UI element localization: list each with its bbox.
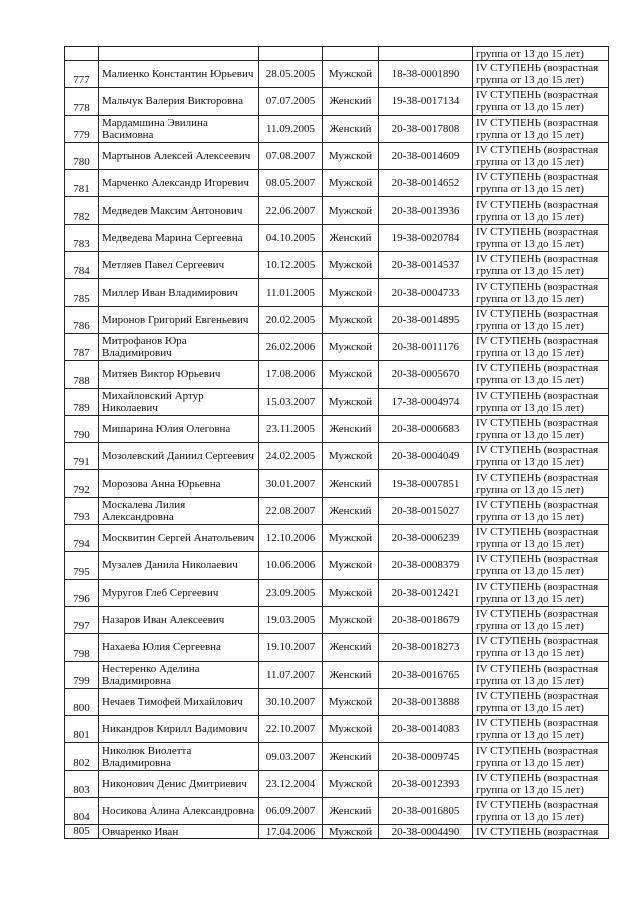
stage-line-2: группа от 13 до 15 лет)	[476, 565, 584, 578]
row-number: 779	[65, 115, 99, 142]
row-number: 782	[65, 197, 99, 224]
stage-line-2: группа от 13 до 15 лет)	[476, 510, 584, 523]
table-row	[65, 170, 609, 197]
uin-id: 20-38-0014652	[379, 170, 473, 197]
row-number: 780	[65, 142, 99, 169]
stage	[473, 142, 609, 169]
birth-date: 07.07.2005	[259, 88, 323, 115]
full-name: Медведев Максим Антонович	[99, 197, 259, 224]
table-row	[65, 525, 609, 552]
full-name: Нахаева Юлия Сергеевна	[99, 634, 259, 661]
table-row	[65, 688, 609, 715]
gender: Женский	[323, 88, 379, 115]
table-row	[65, 798, 609, 825]
birth-date: 04.10.2005	[259, 224, 323, 251]
uin-id: 20-38-0016765	[379, 661, 473, 688]
uin-id: 20-38-0004490	[379, 825, 473, 839]
gender: Мужской	[323, 279, 379, 306]
table-row	[65, 88, 609, 115]
birth-date: 19.10.2007	[259, 634, 323, 661]
row-number: 801	[65, 716, 99, 743]
stage	[473, 798, 609, 825]
uin-id: 20-38-0004049	[379, 443, 473, 470]
uin-id: 19-38-0017134	[379, 88, 473, 115]
row-number: 788	[65, 361, 99, 388]
uin-id: 20-38-0013888	[379, 688, 473, 715]
stage-line-1: IV СТУПЕНЬ (возрастная	[476, 635, 599, 648]
full-name: Назаров Иван Алексеевич	[99, 606, 259, 633]
stage-line-1: IV СТУПЕНЬ (возрастная	[476, 225, 599, 238]
full-name: Митрофанов Юра Владимирович	[99, 333, 259, 360]
full-name: Михайловский Артур Николаевич	[99, 388, 259, 415]
stage-line-2: группа от 13 до 15 лет)	[476, 101, 584, 114]
stage-line-1: IV СТУПЕНЬ (возрастная	[476, 662, 599, 675]
gender: Мужской	[323, 252, 379, 279]
full-name: Носикова Алина Александровна	[99, 798, 259, 825]
gender: Мужской	[323, 142, 379, 169]
row-number: 789	[65, 388, 99, 415]
row-number: 793	[65, 497, 99, 524]
stage	[473, 224, 609, 251]
table-row	[65, 497, 609, 524]
row-number: 802	[65, 743, 99, 770]
uin-id: 20-38-0018679	[379, 606, 473, 633]
row-number: 805	[65, 825, 99, 839]
stage-line-1: IV СТУПЕНЬ (возрастная	[476, 608, 599, 621]
gender: Женский	[323, 497, 379, 524]
uin-id: 20-38-0012393	[379, 770, 473, 797]
stage-line-2: группа от 13 до 15 лет)	[476, 538, 584, 551]
stage-line-2: группа от 13 до 15 лет)	[476, 811, 584, 824]
table-row	[65, 61, 609, 88]
row-number: 804	[65, 798, 99, 825]
table-row	[65, 443, 609, 470]
uin-id: 20-38-0012421	[379, 579, 473, 606]
birth-date: 17.04.2006	[259, 825, 323, 839]
stage-line-1: IV СТУПЕНЬ (возрастная	[476, 417, 599, 429]
table-row	[65, 361, 609, 388]
stage-line-2: группа от 13 до 15 лет)	[476, 292, 584, 305]
row-number: 781	[65, 170, 99, 197]
gender: Женский	[323, 415, 379, 442]
birth-date: 24.02.2005	[259, 443, 323, 470]
birth-date: 30.01.2007	[259, 470, 323, 497]
roster-body	[65, 47, 609, 839]
stage-line-2: группа от 13 до 15 лет)	[476, 237, 584, 250]
stage	[473, 552, 609, 579]
stage-line-1: IV СТУПЕНЬ (возрастная	[476, 471, 599, 484]
row-number: 796	[65, 579, 99, 606]
table-row	[65, 142, 609, 169]
stage-line-2: группа от 13 до 15 лет)	[476, 429, 584, 441]
full-name	[99, 47, 259, 61]
full-name: Мардамшина Эвилина Васимовна	[99, 115, 259, 142]
full-name: Малиенко Константин Юрьевич	[99, 61, 259, 88]
table-row	[65, 306, 609, 333]
birth-date: 09.03.2007	[259, 743, 323, 770]
stage-line-1: IV СТУПЕНЬ (возрастная	[476, 744, 599, 757]
birth-date: 28.05.2005	[259, 61, 323, 88]
gender: Женский	[323, 224, 379, 251]
full-name: Москвитин Сергей Анатольевич	[99, 525, 259, 552]
table-row	[65, 252, 609, 279]
birth-date: 07.08.2007	[259, 142, 323, 169]
birth-date: 11.01.2005	[259, 279, 323, 306]
stage	[473, 661, 609, 688]
birth-date: 19.03.2005	[259, 606, 323, 633]
stage-line-1: IV СТУПЕНЬ (возрастная	[476, 62, 599, 75]
full-name: Москалева Лилия Александровна	[99, 497, 259, 524]
row-number: 790	[65, 415, 99, 442]
birth-date: 26.02.2006	[259, 333, 323, 360]
birth-date: 23.09.2005	[259, 579, 323, 606]
table-row	[65, 197, 609, 224]
stage	[473, 88, 609, 115]
stage-line-2: группа от 13 до 15 лет)	[476, 729, 584, 742]
row-number: 797	[65, 606, 99, 633]
gender: Мужской	[323, 61, 379, 88]
full-name: Нестеренко Аделина Владимировна	[99, 661, 259, 688]
table-row	[65, 224, 609, 251]
stage-line-1: IV СТУПЕНЬ (возрастная	[476, 771, 599, 784]
stage-line-1: IV СТУПЕНЬ (возрастная	[476, 580, 599, 593]
gender: Мужской	[323, 388, 379, 415]
full-name: Николюк Виолетта Владимировна	[99, 743, 259, 770]
gender: Мужской	[323, 197, 379, 224]
stage-line-1: IV СТУПЕНЬ (возрастная	[476, 717, 599, 730]
stage-line-2: группа от 13 до 15 лет)	[476, 620, 584, 633]
stage-line-2: группа от 13 до 15 лет)	[476, 674, 584, 687]
full-name: Мартынов Алексей Алексеевич	[99, 142, 259, 169]
gender: Мужской	[323, 688, 379, 715]
row-number: 795	[65, 552, 99, 579]
gender: Женский	[323, 661, 379, 688]
full-name: Мозолевский Даниил Сергеевич	[99, 443, 259, 470]
stage-line-1: IV СТУПЕНЬ (возрастная	[476, 144, 599, 157]
table-row	[65, 579, 609, 606]
birth-date: 15.03.2007	[259, 388, 323, 415]
table-row	[65, 552, 609, 579]
stage-line-1: IV СТУПЕНЬ (возрастная	[476, 825, 599, 838]
stage	[473, 388, 609, 415]
stage	[473, 306, 609, 333]
table-row	[65, 661, 609, 688]
stage-line-1: IV СТУПЕНЬ (возрастная	[476, 116, 599, 129]
uin-id: 19-38-0020784	[379, 224, 473, 251]
uin-id: 20-38-0009745	[379, 743, 473, 770]
uin-id: 20-38-0013936	[379, 197, 473, 224]
stage-line-2: группа от 13 до 15 лет)	[476, 128, 584, 141]
gender: Мужской	[323, 770, 379, 797]
stage-line-1: IV СТУПЕНЬ (возрастная	[476, 362, 599, 375]
stage	[473, 252, 609, 279]
full-name: Нечаев Тимофей Михайлович	[99, 688, 259, 715]
stage	[473, 770, 609, 797]
stage	[473, 634, 609, 661]
table-row	[65, 825, 609, 839]
gender: Мужской	[323, 443, 379, 470]
row-number: 791	[65, 443, 99, 470]
stage-line-1: IV СТУПЕНЬ (возрастная	[476, 526, 599, 539]
table-row	[65, 388, 609, 415]
row-number: 794	[65, 525, 99, 552]
stage	[473, 606, 609, 633]
stage	[473, 470, 609, 497]
uin-id: 20-38-0018273	[379, 634, 473, 661]
row-number: 785	[65, 279, 99, 306]
birth-date: 23.11.2005	[259, 415, 323, 442]
gender: Мужской	[323, 170, 379, 197]
full-name: Миллер Иван Владимирович	[99, 279, 259, 306]
stage	[473, 415, 609, 442]
birth-date: 06.09.2007	[259, 798, 323, 825]
birth-date: 20.02.2005	[259, 306, 323, 333]
gender: Мужской	[323, 579, 379, 606]
roster-table	[64, 46, 609, 839]
table-row	[65, 47, 609, 61]
full-name: Никонович Денис Дмитриевич	[99, 770, 259, 797]
table-row	[65, 770, 609, 797]
full-name: Овчаренко Иван	[99, 825, 259, 839]
gender: Мужской	[323, 552, 379, 579]
birth-date: 22.08.2007	[259, 497, 323, 524]
gender	[323, 47, 379, 61]
full-name: Миронов Григорий Евгеньевич	[99, 306, 259, 333]
gender: Женский	[323, 115, 379, 142]
stage	[473, 688, 609, 715]
birth-date: 10.12.2005	[259, 252, 323, 279]
stage-line-2: группа от 13 до 15 лет)	[476, 319, 584, 332]
stage	[473, 579, 609, 606]
stage-line-2: группа от 13 до 15 лет)	[476, 156, 584, 169]
birth-date: 10.06.2006	[259, 552, 323, 579]
gender: Мужской	[323, 361, 379, 388]
stage-line-1: IV СТУПЕНЬ (возрастная	[476, 444, 599, 457]
table-row	[65, 716, 609, 743]
stage-line-1: IV СТУПЕНЬ (возрастная	[476, 335, 599, 348]
full-name: Муругов Глеб Сергеевич	[99, 579, 259, 606]
row-number: 783	[65, 224, 99, 251]
uin-id: 20-38-0004733	[379, 279, 473, 306]
stage-line-1: IV СТУПЕНЬ (возрастная	[476, 198, 599, 211]
stage-line-2: группа от 13 до 15 лет)	[476, 783, 584, 796]
birth-date: 22.10.2007	[259, 716, 323, 743]
stage-line-2: группа от 13 до 15 лет)	[476, 183, 584, 196]
full-name: Метляев Павел Сергеевич	[99, 252, 259, 279]
stage-line-2: группа от 13 до 15 лет)	[476, 347, 584, 360]
uin-id: 20-38-0008379	[379, 552, 473, 579]
uin-id	[379, 47, 473, 61]
table-row	[65, 415, 609, 442]
full-name: Мишарина Юлия Олеговна	[99, 415, 259, 442]
stage-line-1: IV СТУПЕНЬ (возрастная	[476, 171, 599, 184]
birth-date: 08.05.2007	[259, 170, 323, 197]
row-number: 784	[65, 252, 99, 279]
birth-date	[259, 47, 323, 61]
full-name: Никандров Кирилл Вадимович	[99, 716, 259, 743]
row-number: 800	[65, 688, 99, 715]
uin-id: 17-38-0004974	[379, 388, 473, 415]
gender: Мужской	[323, 825, 379, 839]
table-row	[65, 606, 609, 633]
stage-line-2: группа от 13 до 15 лет)	[476, 592, 584, 605]
table-row	[65, 279, 609, 306]
stage	[473, 61, 609, 88]
stage-line-2: группа от 13 до 15 лет)	[476, 210, 584, 223]
birth-date: 17.08.2006	[259, 361, 323, 388]
uin-id: 20-38-0017808	[379, 115, 473, 142]
birth-date: 22.06.2007	[259, 197, 323, 224]
uin-id: 20-38-0014537	[379, 252, 473, 279]
row-number: 803	[65, 770, 99, 797]
stage	[473, 333, 609, 360]
full-name: Мальчук Валерия Викторовна	[99, 88, 259, 115]
full-name: Марченко Александр Игоревич	[99, 170, 259, 197]
uin-id: 20-38-0014609	[379, 142, 473, 169]
gender: Мужской	[323, 306, 379, 333]
full-name: Митяев Виктор Юрьевич	[99, 361, 259, 388]
stage	[473, 497, 609, 524]
stage	[473, 47, 609, 61]
birth-date: 30.10.2007	[259, 688, 323, 715]
stage-line-2: группа от 13 до 15 лет)	[476, 483, 584, 496]
gender: Женский	[323, 470, 379, 497]
stage	[473, 525, 609, 552]
uin-id: 20-38-0006239	[379, 525, 473, 552]
stage	[473, 170, 609, 197]
uin-id: 18-38-0001890	[379, 61, 473, 88]
uin-id: 20-38-0015027	[379, 497, 473, 524]
full-name: Музалев Данила Николаевич	[99, 552, 259, 579]
row-number: 778	[65, 88, 99, 115]
stage-line-1: IV СТУПЕНЬ (возрастная	[476, 389, 599, 402]
gender: Мужской	[323, 606, 379, 633]
stage	[473, 115, 609, 142]
stage-line-2: группа от 13 до 15 лет)	[476, 456, 584, 469]
stage-line-1: IV СТУПЕНЬ (возрастная	[476, 307, 599, 320]
stage	[473, 279, 609, 306]
stage-line-2: группа от 13 до 15 лет)	[476, 47, 584, 60]
row-number: 786	[65, 306, 99, 333]
row-number	[65, 47, 99, 61]
stage-line-1: IV СТУПЕНЬ (возрастная	[476, 89, 599, 102]
stage-line-2: группа от 13 до 15 лет)	[476, 756, 584, 769]
row-number: 799	[65, 661, 99, 688]
birth-date: 11.07.2007	[259, 661, 323, 688]
stage	[473, 361, 609, 388]
stage-line-2: группа от 13 до 15 лет)	[476, 647, 584, 660]
gender: Мужской	[323, 333, 379, 360]
uin-id: 20-38-0011176	[379, 333, 473, 360]
stage	[473, 197, 609, 224]
row-number: 798	[65, 634, 99, 661]
stage	[473, 825, 609, 839]
stage-line-2: группа от 13 до 15 лет)	[476, 374, 584, 387]
birth-date: 23.12.2004	[259, 770, 323, 797]
uin-id: 20-38-0006683	[379, 415, 473, 442]
full-name: Медведева Марина Сергеевна	[99, 224, 259, 251]
stage-line-1: IV СТУПЕНЬ (возрастная	[476, 689, 599, 702]
stage-line-1: IV СТУПЕНЬ (возрастная	[476, 553, 599, 566]
stage-line-1: IV СТУПЕНЬ (возрастная	[476, 799, 599, 812]
stage-line-2: группа от 13 до 15 лет)	[476, 74, 584, 87]
stage-line-1: IV СТУПЕНЬ (возрастная	[476, 253, 599, 266]
uin-id: 20-38-0005670	[379, 361, 473, 388]
stage	[473, 443, 609, 470]
uin-id: 19-38-0007851	[379, 470, 473, 497]
stage-line-1: IV СТУПЕНЬ (возрастная	[476, 280, 599, 293]
table-row	[65, 115, 609, 142]
table-row	[65, 634, 609, 661]
gender: Женский	[323, 798, 379, 825]
row-number: 792	[65, 470, 99, 497]
gender: Мужской	[323, 525, 379, 552]
gender: Женский	[323, 743, 379, 770]
uin-id: 20-38-0014895	[379, 306, 473, 333]
gender: Мужской	[323, 716, 379, 743]
birth-date: 12.10.2006	[259, 525, 323, 552]
stage-line-2: группа от 13 до 15 лет)	[476, 265, 584, 278]
table-row	[65, 743, 609, 770]
row-number: 787	[65, 333, 99, 360]
stage	[473, 743, 609, 770]
table-row	[65, 470, 609, 497]
table-row	[65, 333, 609, 360]
birth-date: 11.09.2005	[259, 115, 323, 142]
uin-id: 20-38-0014083	[379, 716, 473, 743]
stage	[473, 716, 609, 743]
stage-line-2: группа от 13 до 15 лет)	[476, 701, 584, 714]
full-name: Морозова Анна Юрьевна	[99, 470, 259, 497]
gender: Женский	[323, 634, 379, 661]
stage-line-2: группа от 13 до 15 лет)	[476, 401, 584, 414]
row-number: 777	[65, 61, 99, 88]
stage-line-1: IV СТУПЕНЬ (возрастная	[476, 498, 599, 511]
uin-id: 20-38-0016805	[379, 798, 473, 825]
